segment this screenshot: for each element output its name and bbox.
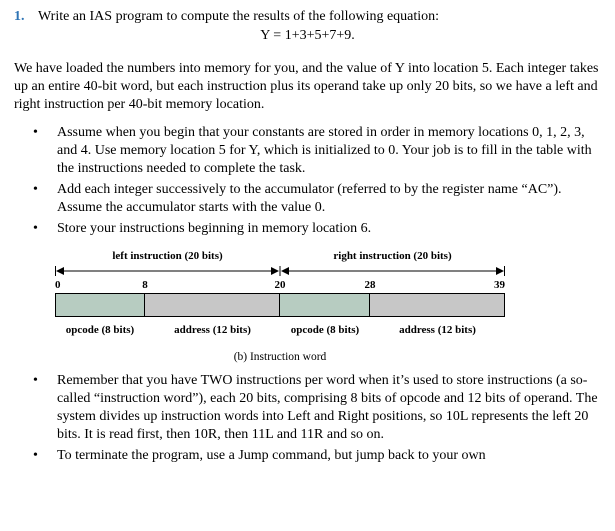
list-item: • Store your instructions beginning in memory location 6. [31,220,601,238]
instruction-word-bar [55,293,505,317]
right-opcode-field [280,293,370,317]
question-1 [14,8,601,26]
span-arrows [55,265,505,277]
right-instruction-label: right instruction (20 bits) [333,250,452,262]
question-number: 1. [14,9,25,24]
bit-position-labels [55,277,505,293]
instruction-word-figure [55,250,505,364]
double-arrow-graphic [55,265,505,277]
bit-label-8: 8 [142,279,148,291]
left-opcode-field [55,293,145,317]
list-item: • Remember that you have TWO instructions per word when it’s used to store instructions (a so-called “instruction word”), each 20 bits, comprising 8 bits of opcode and 12 bits of operand. The system divides up instruction words into Left and Right positions, so 10L represents the left 20 bits. It is read first, then 10R, then 11L and 11R and so on. [31,372,601,444]
figure-caption: (b) Instruction word [233,351,327,363]
bit-label-20: 20 [274,279,286,291]
bit-label-0: 0 [55,279,61,291]
list-item: • Add each integer successively to the accumulator (referred to by the register name “AC”). Assume the accumulator starts with the value 0. [31,181,601,217]
figure-top-labels [55,250,505,263]
left-address-label: address (12 bits) [174,324,251,336]
left-opcode-label: opcode (8 bits) [65,324,135,336]
bit-label-28: 28 [364,279,376,291]
right-address-field [370,293,505,317]
instructions-list-top [14,124,601,238]
right-address-label: address (12 bits) [399,324,476,336]
equation: Y = 1+3+5+7+9. [260,28,355,43]
question-text: Write an IAS program to compute the results of the following equation: [38,9,440,24]
right-opcode-label: opcode (8 bits) [290,324,360,336]
list-item: • Assume when you begin that your constants are stored in order in memory locations 0, 1, 2, 3, and 4. Use memory location 5 for Y, which is initialized to 0. Your job is to fill in the table with the instructions needed to complete the task. [31,124,601,178]
bit-label-39: 39 [494,279,505,291]
left-instruction-label: left instruction (20 bits) [112,250,223,262]
list-item: • To terminate the program, use a Jump command, but jump back to your own [31,447,601,465]
left-address-field [145,293,280,317]
field-labels-row [55,324,505,337]
instructions-list-bottom [14,372,601,465]
intro-paragraph: We have loaded the numbers into memory for you, and the value of Y into location 5. Each integer takes up an entire 40-bit word, but each instruction plus its operand take up only 20 bits, so we have a left and right instruction per 40-bit memory location. [14,61,599,112]
